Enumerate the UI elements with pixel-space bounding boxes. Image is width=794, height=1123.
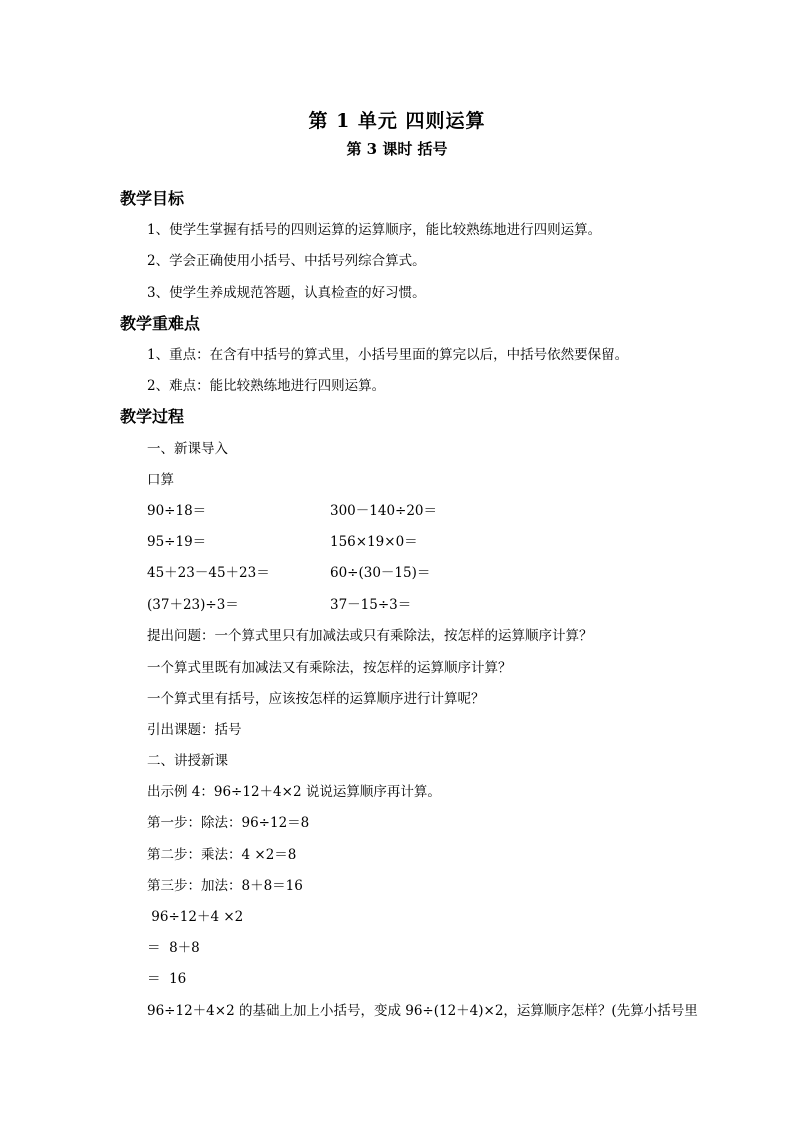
heading-key-points: 教学重难点 [120,314,201,333]
oral-problem: 37－15÷3＝ [330,597,412,613]
calc-line: 96÷12＋4 ×2 [147,909,244,925]
key-item: 2、难点：能比较熟练地进行四则运算。 [147,378,386,394]
page-title: 第 1 单元 四则运算 [308,110,486,132]
goal-item: 2、学会正确使用小括号、中括号列综合算式。 [147,253,426,269]
oral-problem: 60÷(30－15)＝ [330,565,431,581]
step-text: 第三步：加法：8＋8＝16 [147,878,303,894]
topic-text: 引出课题：括号 [147,722,242,738]
step-text: 第二步：乘法：4 ×2＝8 [147,847,297,863]
part-one-heading: 一、新课导入 [147,441,228,457]
calc-line: ＝ 8＋8 [147,940,200,956]
heading-process: 教学过程 [120,407,185,426]
calc-line: ＝ 16 [147,971,187,987]
heading-goals: 教学目标 [120,189,185,208]
part-two-heading: 二、讲授新课 [147,753,228,769]
goal-item: 3、使学生养成规范答题，认真检查的好习惯。 [147,285,426,301]
oral-problem: 45＋23－45＋23＝ [147,565,270,581]
example-text: 出示例 4：96÷12＋4×2 说说运算顺序再计算。 [147,784,441,800]
key-item: 1、重点：在含有中括号的算式里，小括号里面的算完以后，中括号依然要保留。 [147,347,629,363]
oral-problem: 90÷18＝ [147,503,207,519]
oral-problem: 156×19×0＝ [330,534,418,550]
step-text: 第一步：除法：96÷12＝8 [147,815,310,831]
oral-problem: (37＋23)÷3＝ [147,597,239,613]
oral-problem: 300－140÷20＝ [330,503,438,519]
page-subtitle: 第 3 课时 括号 [346,140,448,158]
oral-problem: 95÷19＝ [147,534,207,550]
goal-item: 1、使学生掌握有括号的四则运算的运算顺序，能比较熟练地进行四则运算。 [147,222,602,238]
question-text: 提出问题：一个算式里只有加减法或只有乘除法，按怎样的运算顺序计算？ [147,628,593,644]
oral-label: 口算 [147,472,174,488]
paragraph-text: 96÷12＋4×2 的基础上加上小括号，变成 96÷(12＋4)×2，运算顺序怎样？(先算小括号里 [147,1003,698,1019]
question-text: 一个算式里有括号，应该按怎样的运算顺序进行计算呢？ [147,691,485,707]
question-text: 一个算式里既有加减法又有乘除法，按怎样的运算顺序计算？ [147,660,512,676]
